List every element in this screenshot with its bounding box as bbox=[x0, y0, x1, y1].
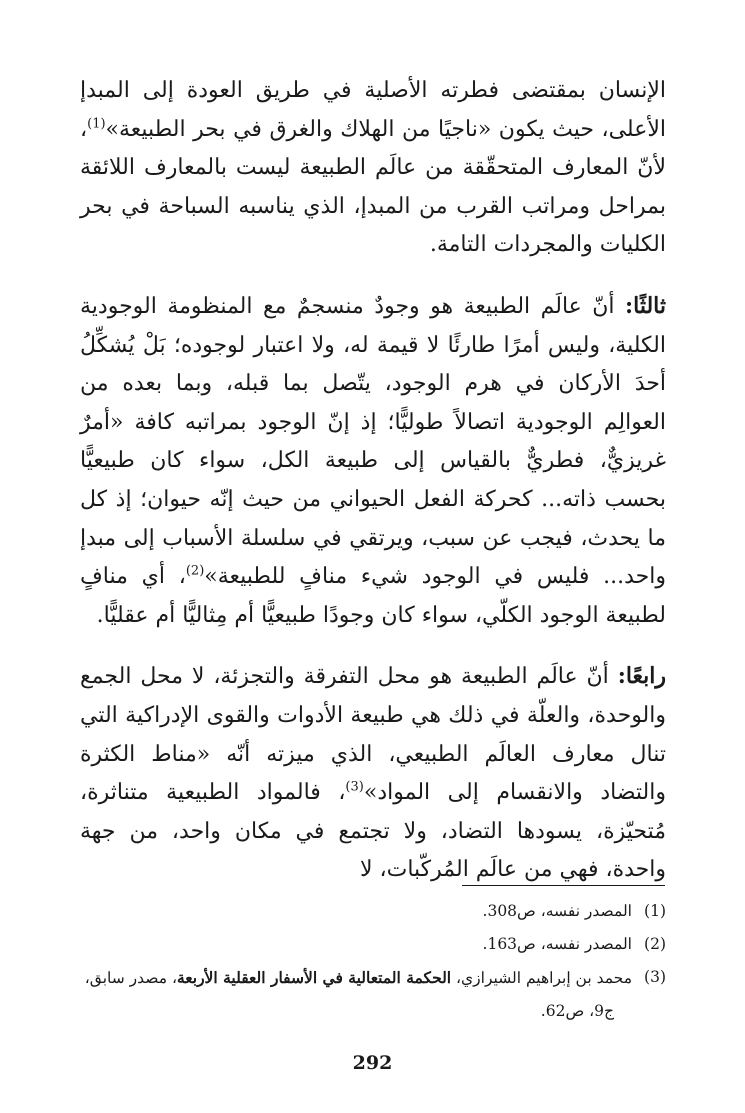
footnote-number: (3) bbox=[644, 968, 666, 986]
footnote-3 bbox=[80, 961, 666, 1028]
main-text bbox=[80, 72, 666, 890]
footnote-divider bbox=[462, 885, 665, 886]
footnote-ref-3[interactable]: (3) bbox=[345, 779, 364, 795]
footnote-ref-2[interactable]: (2) bbox=[185, 563, 205, 579]
footnotes bbox=[80, 895, 666, 1028]
footnote-ref-1[interactable]: (1) bbox=[87, 116, 106, 132]
footnote-number: (2) bbox=[644, 935, 666, 953]
footnote-continuation: ج9، ص62. bbox=[540, 1002, 614, 1020]
footnote-book-title: الحكمة المتعالية في الأسفار العقلية الأربعة bbox=[176, 968, 452, 987]
page-number: 292 bbox=[352, 1052, 393, 1074]
paragraph-2: ثالثًا: أنّ عالَم الطبيعة هو وجودٌ منسجمٌ مع المنظومة الوجودية الكلية، وليس أمرًا طارئًا لا قيمة له، ولا اعتبار لوجوده؛ بَلْ يُشكِّلُ أحدَ الأركان في هرم الوجود، يتّصل بما قبله، وبما بعده من العوالِم الوجودية اتصالاً طوليًّا؛ إذ إنّ الوجود بمراتبه كافة «أمرٌ غريزيٌّ، فطريٌّ بالقياس إلى طبيعة الكل، سواء كان طبيعيًّا بحسب ذاته... كحركة الفعل الحيواني من حيث إنّه حيوان؛ إذ كل ما يحدث، فيجب عن سبب، ويرتقي في سلسلة الأسباب إلى مبدإ واحد... فليس في الوجود شيء منافٍ للطبيعة»$^{(2)}$، أي منافٍ لطبيعة الوجود الكلّي، سواء كان وجودًا طبيعيًّا أم مِثاليًّا أم عقليًّا. bbox=[80, 292, 666, 628]
paragraph-2-lead: ثالثًا: bbox=[625, 292, 666, 319]
paragraph-1: الإنسان بمقتضى فطرته الأصلية في طريق العودة إلى المبدإ الأعلى، حيث يكون «ناجيًا من الهلاك والغرق في بحر الطبيعة»$^{(1)}$، لأنّ المعارف المتحقّقة من عالَم الطبيعة ليست بالمعارف اللائقة بمراحل ومراتب القرب من المبدإ، الذي يناسبه السباحة في بحر الكليات والمجردات التامة. bbox=[80, 78, 666, 258]
paragraph-3-lead: رابعًا: bbox=[617, 663, 666, 690]
footnote-author: محمد بن إبراهيم الشيرازي، bbox=[451, 969, 632, 987]
footnote-2 bbox=[80, 928, 666, 961]
footnote-text: المصدر نفسه، ص308. bbox=[482, 902, 632, 920]
paragraph-3: رابعًا: أنّ عالَم الطبيعة هو محل التفرقة والتجزئة، لا محل الجمع والوحدة، والعلّة في ذلك هي طبيعة الأدوات والقوى الإدراكية التي تنال معارف العالَم الطبيعي، الذي ميزته أنّه «مناط الكثرة والتضاد والانقسام إلى المواد»$^{(3)}$، فالمواد الطبيعية متناثرة، مُتحيّزة، يسودها التضاد، ولا تجتمع في مكان واحد، من جهة واحدة، فهي من عالَم المُركّبات، لا bbox=[80, 663, 666, 883]
footnote-text: المصدر نفسه، ص163. bbox=[482, 935, 632, 953]
footnote-number: (1) bbox=[644, 902, 666, 920]
footnote-text: ، مصدر سابق، bbox=[84, 969, 177, 987]
footnote-1 bbox=[80, 895, 666, 928]
